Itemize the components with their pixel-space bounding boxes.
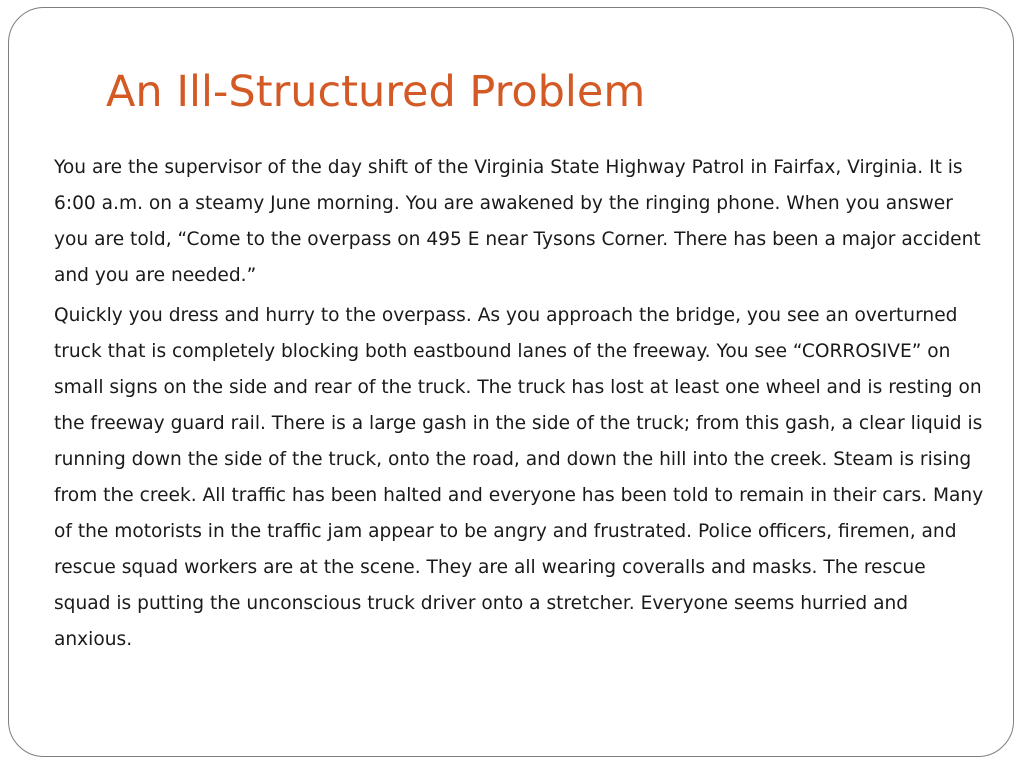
body-paragraph: You are the supervisor of the day shift of the Virginia State Highway Patrol in Fairfax, Virginia. It is 6:00 a.m. on a steamy June morning. You are awakened by the ringing phone. When you answer you are told, “Come to the overpass on 495 E near Tysons Corner. There has been a major accident and you are needed.” xyxy=(54,157,981,286)
slide-body xyxy=(54,150,984,658)
slide-title: An Ill-Structured Problem xyxy=(106,67,646,117)
body-paragraph: Quickly you dress and hurry to the overpass. As you approach the bridge, you see an overturned truck that is completely blocking both eastbound lanes of the freeway. You see “CORROSIVE” on small signs on the side and rear of the truck. The truck has lost at least one wheel and is resting on the freeway guard rail. There is a large gash in the side of the truck; from this gash, a clear liquid is running down the side of the truck, onto the road, and down the hill into the creek. Steam is rising from the creek. All traffic has been halted and everyone has been told to remain in their cars. Many of the motorists in the traffic jam appear to be angry and frustrated. Police officers, firemen, and rescue squad workers are at the scene. They are all wearing coveralls and masks. The rescue squad is putting the unconscious truck driver onto a stretcher. Everyone seems hurried and anxious. xyxy=(54,305,984,650)
